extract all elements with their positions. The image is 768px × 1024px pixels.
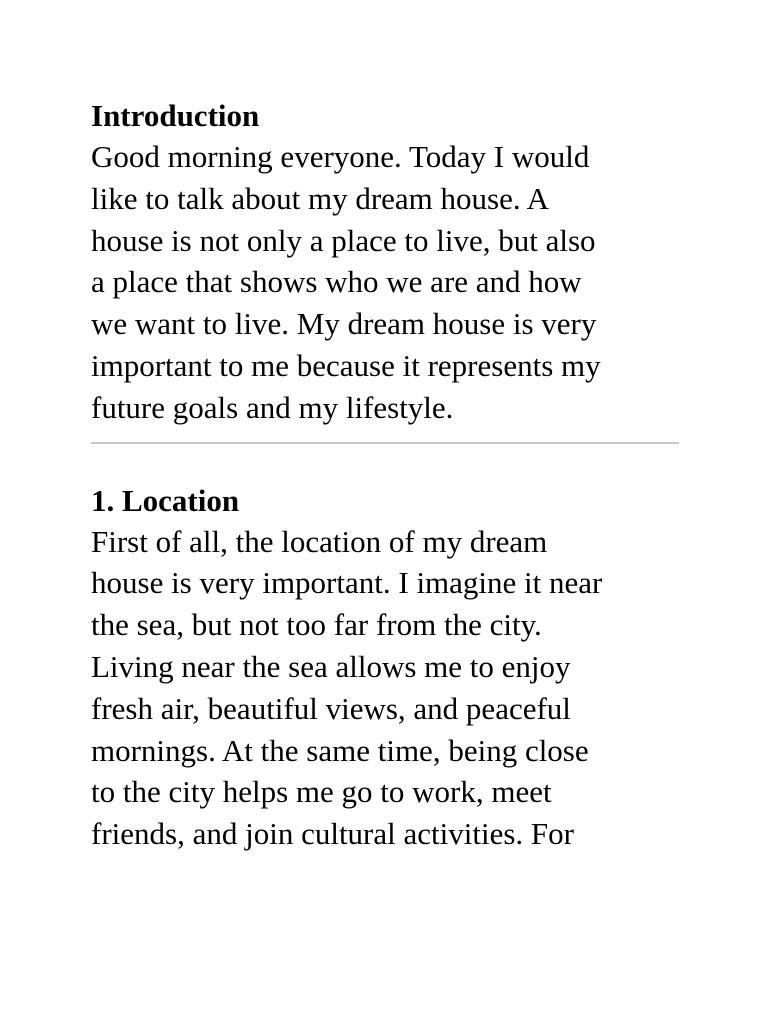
paragraph-line: Living near the sea allows me to enjoy: [91, 648, 571, 684]
paragraph-line: house is not only a place to live, but also: [91, 222, 596, 258]
paragraph-line: to the city helps me go to work, meet: [91, 774, 552, 810]
section-paragraph: [91, 136, 681, 429]
paragraph-line: First of all, the location of my dream: [91, 523, 548, 559]
paragraph-line: we want to live. My dream house is very: [91, 306, 597, 342]
paragraph-line: like to talk about my dream house. A: [91, 180, 550, 216]
section-divider: [91, 442, 679, 444]
paragraph-line: house is very important. I imagine it near: [91, 565, 603, 601]
paragraph-line: a place that shows who we are and how: [91, 264, 582, 300]
section-introduction: [91, 96, 681, 429]
section-heading: 1. Location: [91, 482, 240, 518]
paragraph-line: friends, and join cultural activities. For: [91, 816, 574, 852]
paragraph-line: future goals and my lifestyle.: [91, 389, 454, 425]
section-location: [91, 481, 681, 855]
section-heading: Introduction: [91, 98, 260, 133]
section-paragraph: [91, 521, 681, 855]
document-page: [91, 96, 681, 855]
paragraph-line: fresh air, beautiful views, and peaceful: [91, 690, 571, 726]
paragraph-line: the sea, but not too far from the city.: [91, 607, 542, 643]
paragraph-line: Good morning everyone. Today I would: [91, 139, 590, 174]
paragraph-line: important to me because it represents my: [91, 347, 601, 383]
paragraph-line: mornings. At the same time, being close: [91, 732, 589, 768]
